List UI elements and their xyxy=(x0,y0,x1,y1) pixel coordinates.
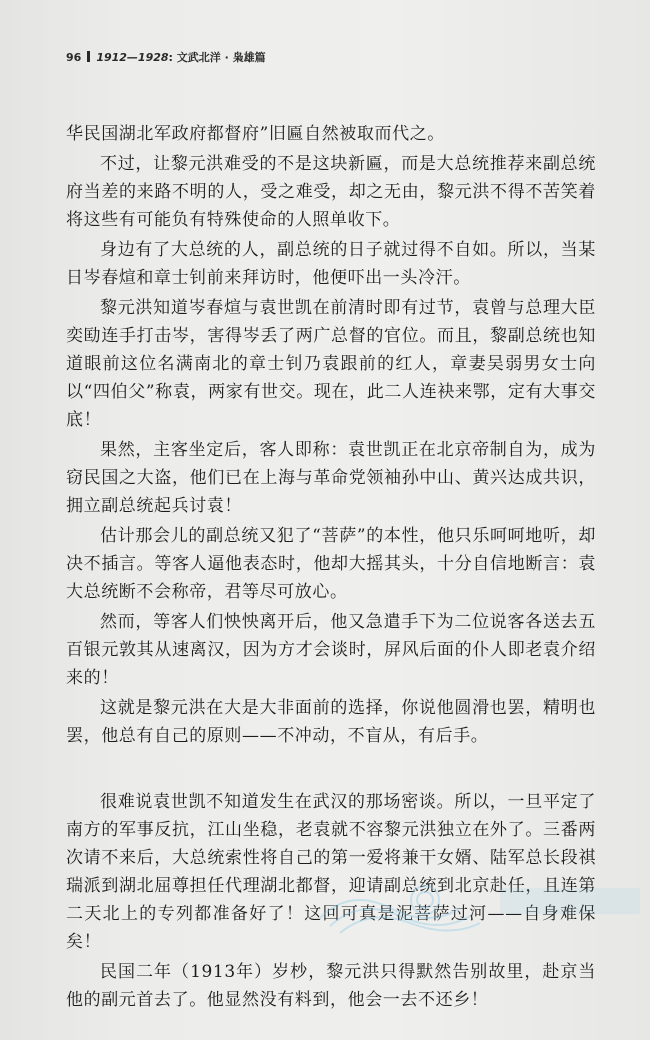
running-header xyxy=(66,49,266,65)
header-period: 1912—1928 xyxy=(96,51,169,64)
body-text xyxy=(66,120,596,1016)
header-separator xyxy=(87,51,90,62)
paragraph: 果然，主客坐定后，客人即称：袁世凯正在北京帝制自为，成为窃民国之大盗，他们已在上海与革命党领袖孙中山、黄兴达成共识，拥立副总统起兵讨袁！ xyxy=(66,440,596,516)
paragraph: 这就是黎元洪在大是大非面前的选择，你说他圆滑也罢，精明也罢，他总有自己的原则——不冲动，不盲从，有后手。 xyxy=(66,698,596,746)
paragraph: 黎元洪知道岑春煊与袁世凯在前清时即有过节，袁曾与总理大臣奕劻连手打击岑，害得岑丢了两广总督的官位。而且，黎副总统也知道眼前这位名满南北的章士钊乃袁跟前的红人，章妻吴弱男女士向以“四伯父”称袁，两家有世交。现在，此二人连袂来鄂，定有大事交底！ xyxy=(66,298,596,430)
paragraph: 身边有了大总统的人，副总统的日子就过得不自如。所以，当某日岑春煊和章士钊前来拜访时，他便吓出一头冷汗。 xyxy=(66,240,596,288)
paragraph: 民国二年（1913年）岁杪，黎元洪只得默然告别故里，赴京当他的副元首去了。他显然没有料到，他会一去不还乡！ xyxy=(66,962,596,1010)
paragraph: 估计那会儿的副总统又犯了“菩萨”的本性，他只乐呵呵地听，却决不插言。等客人逼他表态时，他却大摇其头，十分自信地断言：袁大总统断不会称帝，君等尽可放心。 xyxy=(66,526,596,602)
section-paragraph: 很难说袁世凯不知道发生在武汉的那场密谈。所以，一旦平定了南方的军事反抗，江山坐稳，老袁就不容黎元洪独立在外了。三番两次请不来后，大总统索性将自己的第一爱将兼干女婿、陆军总长段祺瑞派到湖北屈尊担任代理湖北都督，迎请副总统到北京赴任，且连第二天北上的专列都准备好了！这回可真是泥菩萨过河——自身难保矣！ xyxy=(66,792,596,952)
paragraph: 然而，等客人们怏怏离开后，他又急遣手下为二位说客各送去五百银元敦其从速离汉，因为方才会谈时，屏风后面的仆人即老袁介绍来的！ xyxy=(66,612,596,688)
page-number: 96 xyxy=(66,51,82,64)
header-title: 文武北洋 · 枭雄篇 xyxy=(176,51,266,64)
header-colon: : xyxy=(168,51,177,64)
paragraph: 华民国湖北军政府都督府”旧匾自然被取而代之。 xyxy=(66,124,445,144)
paragraph: 不过，让黎元洪难受的不是这块新匾，而是大总统推荐来副总统府当差的来路不明的人，受之难受，却之无由，黎元洪不得不苦笑着将这些有可能负有特殊使命的人照单收下。 xyxy=(66,154,596,230)
